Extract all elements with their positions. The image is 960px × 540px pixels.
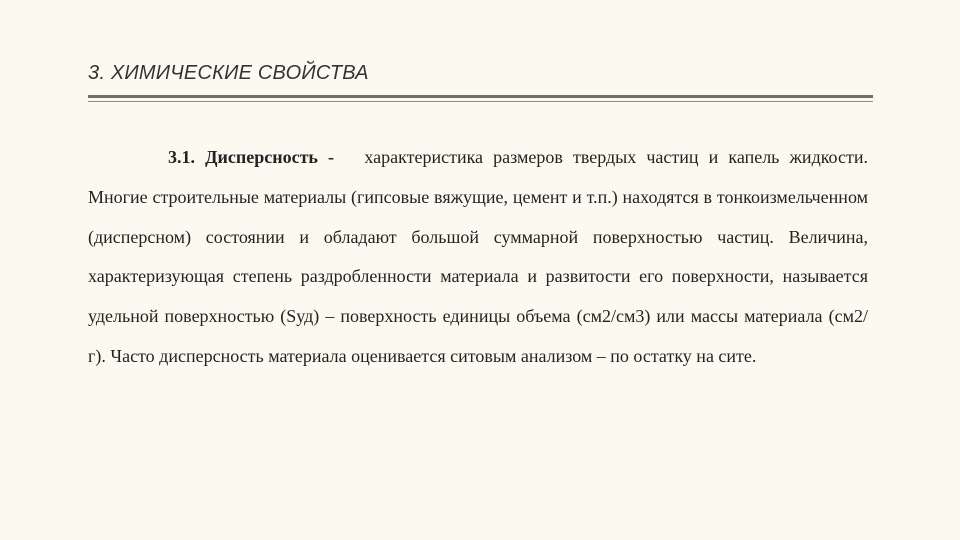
slide-title: 3. ХИМИЧЕСКИЕ СВОЙСТВА <box>88 62 369 84</box>
title-underline-thin <box>88 101 873 102</box>
title-underline-thick <box>88 95 873 98</box>
body-paragraph <box>88 138 868 377</box>
term-definition: характеристика размеров твердых частиц и капель жидкости. Многие строительные материалы (гипсовые вяжущие, цемент и т.п.) находятся в тонкоизмельченном (дисперсном) состоянии и обладают большой суммарной поверхностью частиц. Величина, характеризующая степень раздробленности материала и развитости его поверхности, называется удельной поверхностью (Sуд) – поверхность единицы объема (см2/см3) или массы материала (см2/г). Часто дисперсность материала оценивается ситовым анализом – по остатку на сите. <box>88 147 868 366</box>
term-heading: 3.1. Дисперсность - <box>168 147 335 167</box>
